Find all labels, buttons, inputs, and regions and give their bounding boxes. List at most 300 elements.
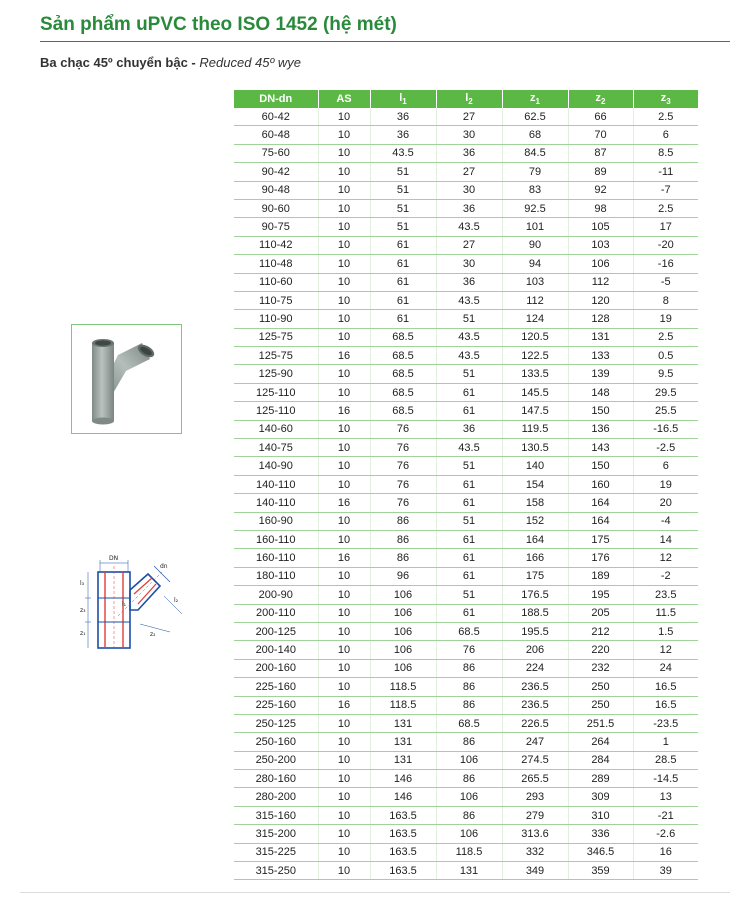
table-cell: -7 <box>633 181 698 199</box>
table-cell: 10 <box>318 218 370 236</box>
table-cell: 10 <box>318 751 370 769</box>
table-cell: 313.6 <box>502 825 568 843</box>
z2-label: z₂ <box>150 631 156 638</box>
table-cell: 147.5 <box>502 402 568 420</box>
table-cell: 200-140 <box>234 641 318 659</box>
table-cell: 206 <box>502 641 568 659</box>
table-cell: 140-90 <box>234 457 318 475</box>
column-header-main: l <box>399 91 403 104</box>
column-header-main: z <box>595 91 602 104</box>
z3-label: z₃ <box>80 607 86 614</box>
dn-label: DN <box>109 555 119 562</box>
column-header-subscript: 3 <box>666 97 671 107</box>
table-cell: 90-42 <box>234 163 318 181</box>
table-cell: 10 <box>318 126 370 144</box>
table-cell: 349 <box>502 862 568 880</box>
table-cell: 10 <box>318 788 370 806</box>
table-cell: 140-110 <box>234 475 318 493</box>
table-cell: 12 <box>633 549 698 567</box>
table-cell: 280-160 <box>234 770 318 788</box>
table-cell: 106 <box>370 659 436 677</box>
title-divider <box>40 41 730 42</box>
table-cell: 19 <box>633 310 698 328</box>
table-cell: 30 <box>436 126 502 144</box>
column-header-subscript: 1 <box>535 97 540 107</box>
table-cell: 124 <box>502 310 568 328</box>
table-cell: 160 <box>568 475 633 493</box>
table-row <box>234 439 698 457</box>
table-cell: 43.5 <box>436 291 502 309</box>
table-cell: 10 <box>318 439 370 457</box>
table-cell: 61 <box>436 530 502 548</box>
table-row <box>234 530 698 548</box>
table-cell: 27 <box>436 236 502 254</box>
table-cell: 2.5 <box>633 108 698 126</box>
table-cell: 36 <box>370 126 436 144</box>
table-cell: 143 <box>568 439 633 457</box>
table-cell: 309 <box>568 788 633 806</box>
table-cell: 332 <box>502 843 568 861</box>
table-cell: 68.5 <box>370 365 436 383</box>
table-row <box>234 641 698 659</box>
table-cell: 106 <box>436 825 502 843</box>
table-row <box>234 788 698 806</box>
table-cell: 264 <box>568 733 633 751</box>
table-cell: 20 <box>633 494 698 512</box>
table-cell: 280-200 <box>234 788 318 806</box>
table-cell: 61 <box>436 549 502 567</box>
table-cell: 154 <box>502 475 568 493</box>
table-cell: 236.5 <box>502 678 568 696</box>
table-cell: 8.5 <box>633 144 698 162</box>
table-cell: 236.5 <box>502 696 568 714</box>
table-cell: 24 <box>633 659 698 677</box>
table-cell: 10 <box>318 255 370 273</box>
table-cell: 90 <box>502 236 568 254</box>
table-cell: -14.5 <box>633 770 698 788</box>
table-cell: 10 <box>318 512 370 530</box>
table-cell: 131 <box>370 751 436 769</box>
table-cell: 27 <box>436 163 502 181</box>
table-cell: -2 <box>633 567 698 585</box>
table-cell: 89 <box>568 163 633 181</box>
table-row <box>234 696 698 714</box>
column-header <box>633 90 698 108</box>
l2-label: l₂ <box>174 597 179 604</box>
column-header <box>318 90 370 108</box>
table-cell: 11.5 <box>633 604 698 622</box>
table-cell: 1.5 <box>633 622 698 640</box>
table-cell: 23.5 <box>633 586 698 604</box>
table-cell: 120.5 <box>502 328 568 346</box>
column-header-main: l <box>465 91 469 104</box>
table-cell: 10 <box>318 530 370 548</box>
table-cell: 10 <box>318 383 370 401</box>
table-cell: 119.5 <box>502 420 568 438</box>
table-cell: 60-42 <box>234 108 318 126</box>
table-cell: 289 <box>568 770 633 788</box>
table-cell: 36 <box>436 273 502 291</box>
table-cell: 61 <box>436 604 502 622</box>
table-row <box>234 328 698 346</box>
table-cell: 125-110 <box>234 402 318 420</box>
table-cell: 43.5 <box>436 328 502 346</box>
table-cell: 110-75 <box>234 291 318 309</box>
table-row <box>234 475 698 493</box>
table-cell: 86 <box>436 678 502 696</box>
table-cell: 10 <box>318 678 370 696</box>
table-cell: -2.5 <box>633 439 698 457</box>
table-row <box>234 604 698 622</box>
table-cell: 225-160 <box>234 696 318 714</box>
table-cell: 131 <box>370 714 436 732</box>
table-cell: -16 <box>633 255 698 273</box>
table-cell: 10 <box>318 144 370 162</box>
table-cell: 10 <box>318 108 370 126</box>
table-cell: 205 <box>568 604 633 622</box>
table-cell: 140 <box>502 457 568 475</box>
table-cell: 6 <box>633 126 698 144</box>
table-cell: 13 <box>633 788 698 806</box>
table-row <box>234 310 698 328</box>
column-header-main: AS <box>336 93 352 105</box>
table-cell: 86 <box>436 770 502 788</box>
table-cell: 90-75 <box>234 218 318 236</box>
table-cell: 148 <box>568 383 633 401</box>
table-cell: 2.5 <box>633 199 698 217</box>
table-cell: 51 <box>436 586 502 604</box>
table-cell: 75-60 <box>234 144 318 162</box>
table-cell: 0.5 <box>633 347 698 365</box>
table-cell: 146 <box>370 770 436 788</box>
table-row <box>234 549 698 567</box>
table-cell: 10 <box>318 586 370 604</box>
dn-small-label: dn <box>160 563 168 570</box>
table-cell: 250 <box>568 696 633 714</box>
table-cell: -4 <box>633 512 698 530</box>
table-cell: 110-48 <box>234 255 318 273</box>
table-row <box>234 181 698 199</box>
wye-fitting-picture <box>72 325 180 432</box>
table-cell: -2.6 <box>633 825 698 843</box>
table-row <box>234 733 698 751</box>
table-cell: 200-110 <box>234 604 318 622</box>
table-cell: 315-200 <box>234 825 318 843</box>
table-row <box>234 218 698 236</box>
table-cell: 90-60 <box>234 199 318 217</box>
table-cell: 30 <box>436 255 502 273</box>
table-cell: 92 <box>568 181 633 199</box>
table-cell: 16 <box>318 347 370 365</box>
table-cell: -20 <box>633 236 698 254</box>
table-cell: 94 <box>502 255 568 273</box>
table-cell: -5 <box>633 273 698 291</box>
table-cell: 163.5 <box>370 843 436 861</box>
table-cell: 84.5 <box>502 144 568 162</box>
table-cell: 51 <box>370 163 436 181</box>
table-cell: 106 <box>370 622 436 640</box>
table-cell: 336 <box>568 825 633 843</box>
table-cell: 1 <box>633 733 698 751</box>
table-cell: 10 <box>318 291 370 309</box>
table-cell: 83 <box>502 181 568 199</box>
table-cell: 118.5 <box>370 696 436 714</box>
table-cell: 14 <box>633 530 698 548</box>
table-cell: 16 <box>318 402 370 420</box>
product-subtitle <box>40 55 301 70</box>
table-cell: 106 <box>436 788 502 806</box>
table-cell: 163.5 <box>370 806 436 824</box>
table-row <box>234 108 698 126</box>
table-cell: 200-125 <box>234 622 318 640</box>
table-cell: 128 <box>568 310 633 328</box>
table-cell: 315-160 <box>234 806 318 824</box>
table-cell: 112 <box>502 291 568 309</box>
table-row <box>234 512 698 530</box>
table-cell: 175 <box>502 567 568 585</box>
table-cell: 61 <box>370 291 436 309</box>
table-cell: 16 <box>318 549 370 567</box>
table-cell: 51 <box>436 365 502 383</box>
bottom-divider <box>20 892 730 893</box>
table-cell: 61 <box>436 567 502 585</box>
product-photo <box>71 324 182 434</box>
table-cell: 10 <box>318 641 370 659</box>
table-cell: 76 <box>370 457 436 475</box>
table-cell: 51 <box>436 457 502 475</box>
table-cell: 125-75 <box>234 347 318 365</box>
table-cell: 98 <box>568 199 633 217</box>
table-cell: 86 <box>436 733 502 751</box>
table-cell: 265.5 <box>502 770 568 788</box>
table-row <box>234 457 698 475</box>
column-header <box>502 90 568 108</box>
table-cell: 30 <box>436 181 502 199</box>
table-cell: 160-90 <box>234 512 318 530</box>
table-row <box>234 806 698 824</box>
column-header <box>568 90 633 108</box>
table-cell: 120 <box>568 291 633 309</box>
table-cell: 220 <box>568 641 633 659</box>
table-cell: 125-110 <box>234 383 318 401</box>
table-row <box>234 586 698 604</box>
table-cell: -21 <box>633 806 698 824</box>
table-cell: 176 <box>568 549 633 567</box>
table-cell: 279 <box>502 806 568 824</box>
l3-label: l₃ <box>80 580 85 587</box>
table-cell: 36 <box>436 199 502 217</box>
table-cell: 200-160 <box>234 659 318 677</box>
subtitle-vietnamese: Ba chạc 45º chuyển bậc - <box>40 55 196 70</box>
table-cell: 232 <box>568 659 633 677</box>
table-row <box>234 420 698 438</box>
table-cell: 195 <box>568 586 633 604</box>
table-cell: 10 <box>318 457 370 475</box>
table-cell: 146 <box>370 788 436 806</box>
table-cell: 140-110 <box>234 494 318 512</box>
table-cell: 10 <box>318 733 370 751</box>
table-cell: 43.5 <box>370 144 436 162</box>
table-cell: 284 <box>568 751 633 769</box>
table-cell: 250-160 <box>234 733 318 751</box>
table-cell: 139 <box>568 365 633 383</box>
table-cell: 27 <box>436 108 502 126</box>
table-cell: 28.5 <box>633 751 698 769</box>
table-cell: 112 <box>568 273 633 291</box>
table-cell: 10 <box>318 770 370 788</box>
table-cell: 61 <box>436 383 502 401</box>
table-cell: 160-110 <box>234 530 318 548</box>
wye-dimension-diagram <box>78 552 190 650</box>
table-cell: 106 <box>370 604 436 622</box>
table-cell: 86 <box>370 530 436 548</box>
table-cell: 346.5 <box>568 843 633 861</box>
table-cell: 16.5 <box>633 696 698 714</box>
table-row <box>234 862 698 880</box>
table-cell: 10 <box>318 659 370 677</box>
table-cell: 251.5 <box>568 714 633 732</box>
table-row <box>234 659 698 677</box>
table-cell: 180-110 <box>234 567 318 585</box>
table-cell: 51 <box>370 181 436 199</box>
table-cell: 103 <box>568 236 633 254</box>
table-cell: 110-60 <box>234 273 318 291</box>
table-cell: 16 <box>318 696 370 714</box>
table-cell: 29.5 <box>633 383 698 401</box>
table-cell: 87 <box>568 144 633 162</box>
table-cell: 70 <box>568 126 633 144</box>
table-cell: 315-250 <box>234 862 318 880</box>
table-cell: 19 <box>633 475 698 493</box>
table-cell: 10 <box>318 163 370 181</box>
table-cell: 315-225 <box>234 843 318 861</box>
table-cell: 51 <box>436 512 502 530</box>
table-cell: 212 <box>568 622 633 640</box>
table-cell: 43.5 <box>436 218 502 236</box>
table-cell: 51 <box>370 199 436 217</box>
table-row <box>234 255 698 273</box>
table-cell: 226.5 <box>502 714 568 732</box>
table-cell: 150 <box>568 457 633 475</box>
table-cell: 188.5 <box>502 604 568 622</box>
column-header <box>436 90 502 108</box>
column-header-main: DN-dn <box>259 93 293 105</box>
table-cell: 164 <box>568 494 633 512</box>
table-cell: 76 <box>370 439 436 457</box>
page-title: Sản phẩm uPVC theo ISO 1452 (hệ mét) <box>40 14 397 35</box>
table-cell: 16 <box>318 494 370 512</box>
z1-label: z₁ <box>80 630 86 637</box>
table-cell: 224 <box>502 659 568 677</box>
table-cell: 118.5 <box>370 678 436 696</box>
table-cell: 175 <box>568 530 633 548</box>
table-cell: 10 <box>318 365 370 383</box>
table-cell: 17 <box>633 218 698 236</box>
table-cell: 10 <box>318 825 370 843</box>
table-cell: 200-90 <box>234 586 318 604</box>
dimension-drawing <box>78 552 190 650</box>
table-cell: 60-48 <box>234 126 318 144</box>
table-cell: 43.5 <box>436 439 502 457</box>
table-cell: 51 <box>370 218 436 236</box>
table-cell: 92.5 <box>502 199 568 217</box>
table-cell: 10 <box>318 310 370 328</box>
table-cell: 66 <box>568 108 633 126</box>
column-header-subscript: 2 <box>601 97 606 107</box>
table-row <box>234 126 698 144</box>
table-cell: 10 <box>318 806 370 824</box>
table-cell: 86 <box>436 659 502 677</box>
table-cell: 189 <box>568 567 633 585</box>
table-cell: 10 <box>318 604 370 622</box>
table-cell: 145.5 <box>502 383 568 401</box>
table-cell: 310 <box>568 806 633 824</box>
table-cell: 105 <box>568 218 633 236</box>
table-cell: 68.5 <box>370 347 436 365</box>
table-cell: 166 <box>502 549 568 567</box>
table-row <box>234 567 698 585</box>
table-row <box>234 714 698 732</box>
table-row <box>234 825 698 843</box>
table-cell: 152 <box>502 512 568 530</box>
table-cell: 140-60 <box>234 420 318 438</box>
table-cell: 68.5 <box>370 383 436 401</box>
table-cell: 79 <box>502 163 568 181</box>
table-cell: 76 <box>436 641 502 659</box>
table-cell: 86 <box>436 696 502 714</box>
table-cell: 16 <box>633 843 698 861</box>
table-row <box>234 236 698 254</box>
table-cell: 110-90 <box>234 310 318 328</box>
table-cell: 8 <box>633 291 698 309</box>
table-body <box>234 108 698 880</box>
table-cell: 130.5 <box>502 439 568 457</box>
table-cell: 247 <box>502 733 568 751</box>
table-cell: 106 <box>370 641 436 659</box>
table-cell: 106 <box>436 751 502 769</box>
table-cell: 36 <box>436 144 502 162</box>
table-cell: 136 <box>568 420 633 438</box>
table-row <box>234 199 698 217</box>
table-cell: 164 <box>502 530 568 548</box>
table-row <box>234 402 698 420</box>
table-row <box>234 383 698 401</box>
table-row <box>234 291 698 309</box>
table-cell: 274.5 <box>502 751 568 769</box>
table-cell: 36 <box>436 420 502 438</box>
table-cell: 176.5 <box>502 586 568 604</box>
column-header <box>234 90 318 108</box>
table-cell: 86 <box>436 806 502 824</box>
table-cell: 10 <box>318 199 370 217</box>
table-cell: 76 <box>370 475 436 493</box>
table-cell: 68.5 <box>370 402 436 420</box>
table-cell: 86 <box>370 512 436 530</box>
table-row <box>234 678 698 696</box>
table-row <box>234 843 698 861</box>
table-cell: 250 <box>568 678 633 696</box>
table-cell: 125-75 <box>234 328 318 346</box>
table-cell: 131 <box>568 328 633 346</box>
table-cell: 10 <box>318 236 370 254</box>
table-cell: 158 <box>502 494 568 512</box>
table-cell: 25.5 <box>633 402 698 420</box>
table-row <box>234 770 698 788</box>
table-cell: 51 <box>436 310 502 328</box>
table-cell: 293 <box>502 788 568 806</box>
table-cell: 10 <box>318 714 370 732</box>
table-cell: 106 <box>370 586 436 604</box>
